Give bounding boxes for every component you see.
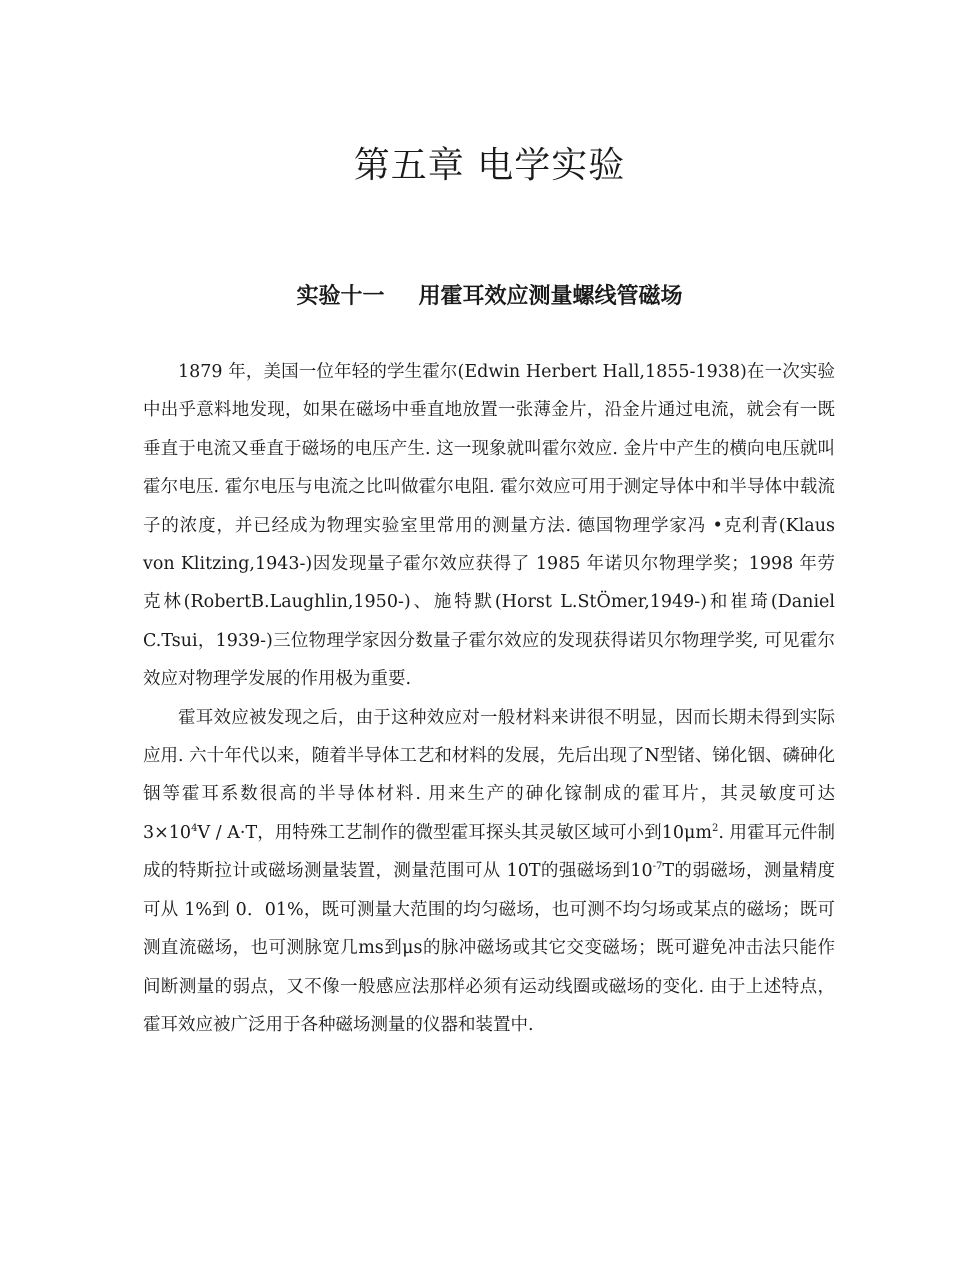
paragraph-2: [143, 699, 835, 1045]
paragraph-2-part-3: . 用霍耳元件制成的特斯拉计或磁场测量装置，测量范围可从 10T的强磁场到10: [143, 822, 835, 882]
superscript-minus-7: -7: [652, 861, 663, 873]
paragraph-2-part-4: T的弱磁场，测量精度可从 1%到 0．01%，既可测量大范围的均匀磁场，也可测不均匀场或某点的磁场；既可测直流磁场，也可测脉宽几ms到μs的脉冲磁场或其它交变磁场；既可避免冲击法只能作间断测量的弱点，又不像一般感应法那样必须有运动线圈或磁场的变化. 由于上述特点，霍耳效应被广泛用于各种磁场测量的仪器和装置中.: [143, 861, 835, 1035]
superscript-2: 2: [711, 823, 719, 835]
experiment-name: 用霍耳效应测量螺线管磁场: [418, 284, 683, 309]
experiment-title: [0, 281, 979, 313]
paragraph-1: 1879 年，美国一位年轻的学生霍尔(Edwin Herbert Hall,1855-1938)在一次实验中出乎意料地发现，如果在磁场中垂直地放置一张薄金片，沿金片通过电流，就会有一既垂直于电流又垂直于磁场的电压产生. 这一现象就叫霍尔效应. 金片中产生的横向电压就叫霍尔电压. 霍尔电压与电流之比叫做霍尔电阻. 霍尔效应可用于测定导体中和半导体中载流子的浓度，并已经成为物理实验室里常用的测量方法. 德国物理学家冯 •克利青(Klaus von Klitzing,1943-)因发现量子霍尔效应获得了 1985 年诺贝尔物理学奖；1998 年劳克林(RobertB.Laughlin,1950-)、施特默(Horst L.StÖmer,1949-)和崔琦(Daniel C.Tsui，1939-)三位物理学家因分数量子霍尔效应的发现获得诺贝尔物理学奖, 可见霍尔效应对物理学发展的作用极为重要.: [143, 362, 835, 690]
paragraph-2-part-1: 霍耳效应被发现之后，由于这种效应对一般材料来讲很不明显，因而长期未得到实际应用. 六十年代以来，随着半导体工艺和材料的发展，先后出现了N型锗、锑化铟、磷砷化铟等霍耳系数很高的半导体材料. 用来生产的砷化镓制成的霍耳片，其灵敏度可达 3×10: [143, 707, 835, 843]
chapter-title: 第五章 电学实验: [353, 145, 626, 186]
paragraph-2-part-2: V / A·T，用特殊工艺制作的微型霍耳探头其灵敏区域可小到10μm: [197, 822, 712, 843]
experiment-number: 实验十一: [296, 284, 385, 309]
body-text: [143, 353, 835, 1044]
superscript-4: 4: [191, 823, 198, 835]
